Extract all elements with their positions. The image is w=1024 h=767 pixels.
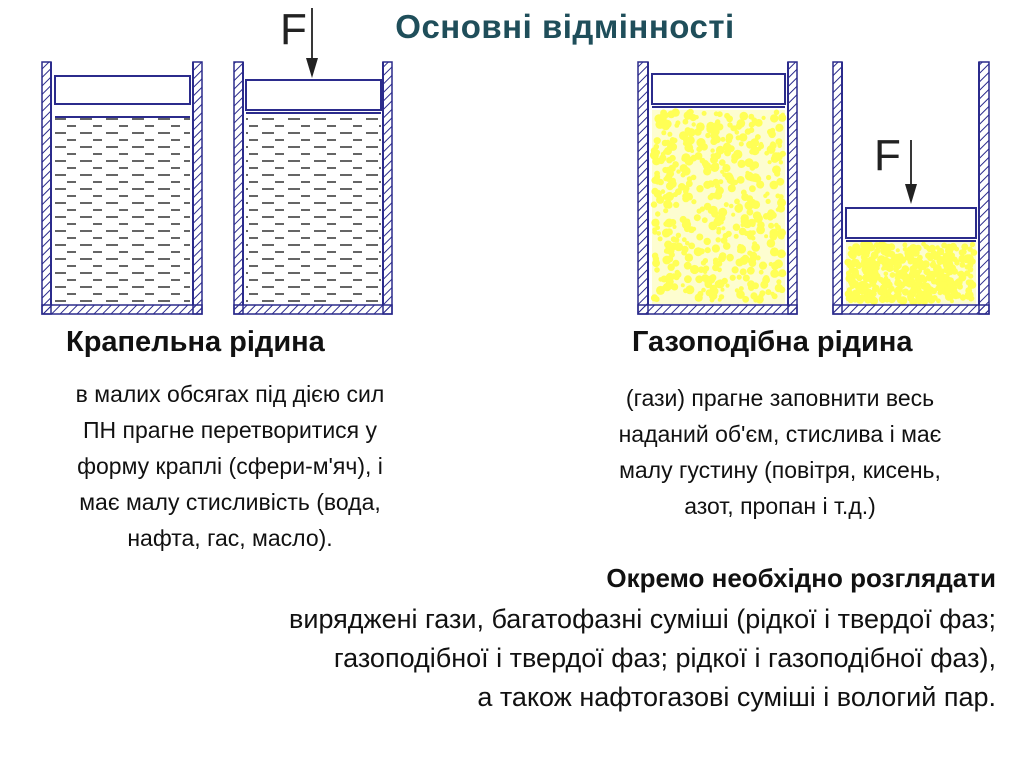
description-line: малу густину (повітря, кисень, <box>619 457 941 483</box>
right-description <box>540 380 1020 524</box>
vessel-gas-compressed <box>833 62 989 314</box>
description-line: в малих обсягах під дією сил <box>75 381 385 407</box>
note-line: а також нафтогазові суміші і вологий пар. <box>477 682 996 712</box>
force-label: F <box>280 5 307 54</box>
note-heading: Окремо необхідно розглядати <box>606 563 996 593</box>
description-line: ПН прагне перетворитися у <box>82 417 378 443</box>
description-line: азот, пропан і т.д.) <box>684 493 876 519</box>
piston <box>55 76 190 104</box>
right-heading: Газоподібна рідина <box>632 326 913 358</box>
force-label: F <box>874 131 901 180</box>
description-line: нафта, гас, масло). <box>127 525 333 551</box>
left-heading: Крапельна рідина <box>66 326 325 358</box>
note-body <box>6 600 996 717</box>
description-line: має малу стисливість (вода, <box>79 489 381 515</box>
note-line: газоподібної і твердої фаз; рідкої і газоподібної фаз), <box>333 643 996 673</box>
piston <box>652 74 785 104</box>
left-description <box>10 376 450 556</box>
page-title: Основні відмінності <box>395 8 735 45</box>
force-arrow-icon <box>905 140 917 204</box>
description-line: наданий об'єм, стислива і має <box>618 421 942 447</box>
vessel-liquid-uncompressed <box>42 62 202 314</box>
gas-particles <box>844 241 977 306</box>
piston <box>246 80 381 110</box>
vessel-gas-uncompressed <box>638 62 797 314</box>
description-line: (гази) прагне заповнити весь <box>625 385 935 411</box>
vessel-liquid-compressed <box>234 8 392 314</box>
piston <box>846 208 976 238</box>
note-line: виряджені гази, багатофазні суміші (рідкої і твердої фаз; <box>289 604 996 634</box>
description-line: форму краплі (сфери-м'яч), і <box>77 453 383 479</box>
